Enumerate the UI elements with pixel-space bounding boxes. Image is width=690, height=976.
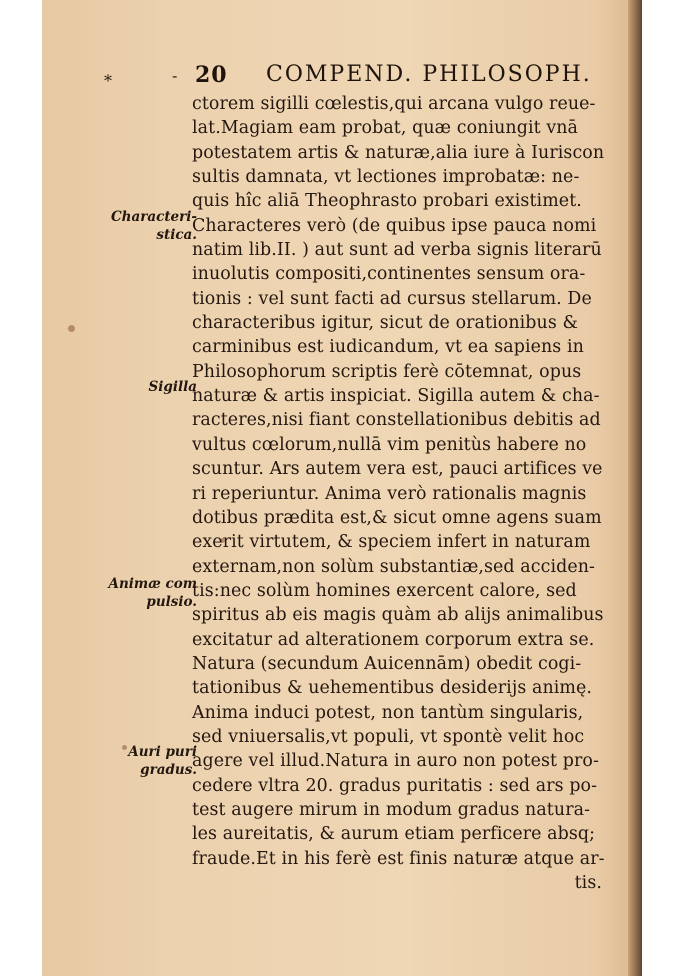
text-line: vultus cœlorum,nullā vim penitùs habere no [192, 434, 587, 455]
text-line: tis:nec solùm homines exercent calore, sed [192, 580, 577, 601]
text-line: potestatem artis & naturæ,alia iure à Iuriscon [192, 142, 605, 163]
text-line: cedere vltra 20. gradus puritatis : sed ars po- [192, 775, 598, 796]
text-line: ctorem sigilli cœlestis,qui arcana vulgo reue- [192, 94, 596, 114]
text-line: tis. [574, 873, 602, 893]
text-line: Natura (secundum Auicennām) obedit cogi- [192, 653, 582, 674]
text-line: spiritus ab eis magis quàm ab alijs animalibus [192, 605, 604, 626]
text-line: tationibus & uehementibus desiderijs animę. [192, 678, 593, 699]
header-mark-icon: - [172, 66, 178, 85]
text-line: naturæ & artis inspiciat. Sigilla autem & cha- [192, 386, 600, 407]
text-line: fraude.Et in his ferè est finis naturæ atque ar- [192, 848, 605, 869]
text-line: carminibus est iudicandum, vt ea sapiens in [192, 337, 584, 358]
text-line: lat.Magiam eam probat, quæ coniungit vnā [192, 118, 579, 139]
margin-note-characteristica: Characteri- stica. [110, 209, 197, 243]
text-line: natim lib.II. ) aut sunt ad verba signis literarū [192, 240, 602, 261]
text-line: Philosophorum scriptis ferè cōtemnat, opus [192, 361, 582, 382]
text-line: tionis : vel sunt facti ad cursus stellarum. De [192, 288, 592, 309]
text-line: racteres,nisi fiant constellationibus debitis ad [192, 410, 601, 431]
text-line: externam,non solùm substantiæ,sed acciden- [192, 556, 596, 577]
text-line: dotibus prædita est,& sicut omne agens suam [192, 507, 602, 528]
page-number: 20 [195, 62, 228, 88]
margin-note-auri-puri-gradus: Auri puri gradus. [128, 744, 197, 778]
header-mark-icon: ⁎ [104, 66, 112, 85]
book-page [42, 0, 642, 976]
text-line: Anima induci potest, non tantùm singularis, [192, 702, 584, 723]
text-line: sed vniuersalis,vt populi, vt spontè velit hoc [192, 726, 585, 747]
text-line: inuolutis compositi,continentes sensum ora- [192, 264, 586, 285]
margin-note-animae-compulsio: Animæ com pulsio. [108, 576, 197, 610]
body-text [192, 92, 632, 895]
margin-notes [42, 0, 197, 976]
text-line: characteribus igitur, sicut de orationibus & [192, 313, 579, 334]
text-line: excitatur ad alterationem corporum extra se. [192, 629, 595, 650]
running-title: COMPEND. PHILOSOPH. [266, 62, 592, 87]
text-line: exerit virtutem, & speciem infert in naturam [192, 532, 591, 553]
text-line: agere vel illud.Natura in auro non potest pro- [192, 751, 599, 772]
text-line: sultis damnata, vt lectiones improbatæ: ne- [192, 167, 580, 188]
text-line: test augere mirum in modum gradus natura- [192, 799, 591, 820]
text-line: Characteres verò (de quibus ipse pauca nomi [192, 215, 597, 236]
text-line: quis hîc aliā Theophrasto probari existimet. [192, 191, 582, 212]
text-line: scuntur. Ars autem vera est, pauci artifices ve [192, 459, 603, 480]
text-line: les aureitatis, & aurum etiam perficere absq; [192, 824, 596, 845]
margin-note-sigilla: Sigilla [148, 379, 197, 395]
text-line: ri reperiuntur. Anima verò rationalis magnis [192, 483, 587, 504]
